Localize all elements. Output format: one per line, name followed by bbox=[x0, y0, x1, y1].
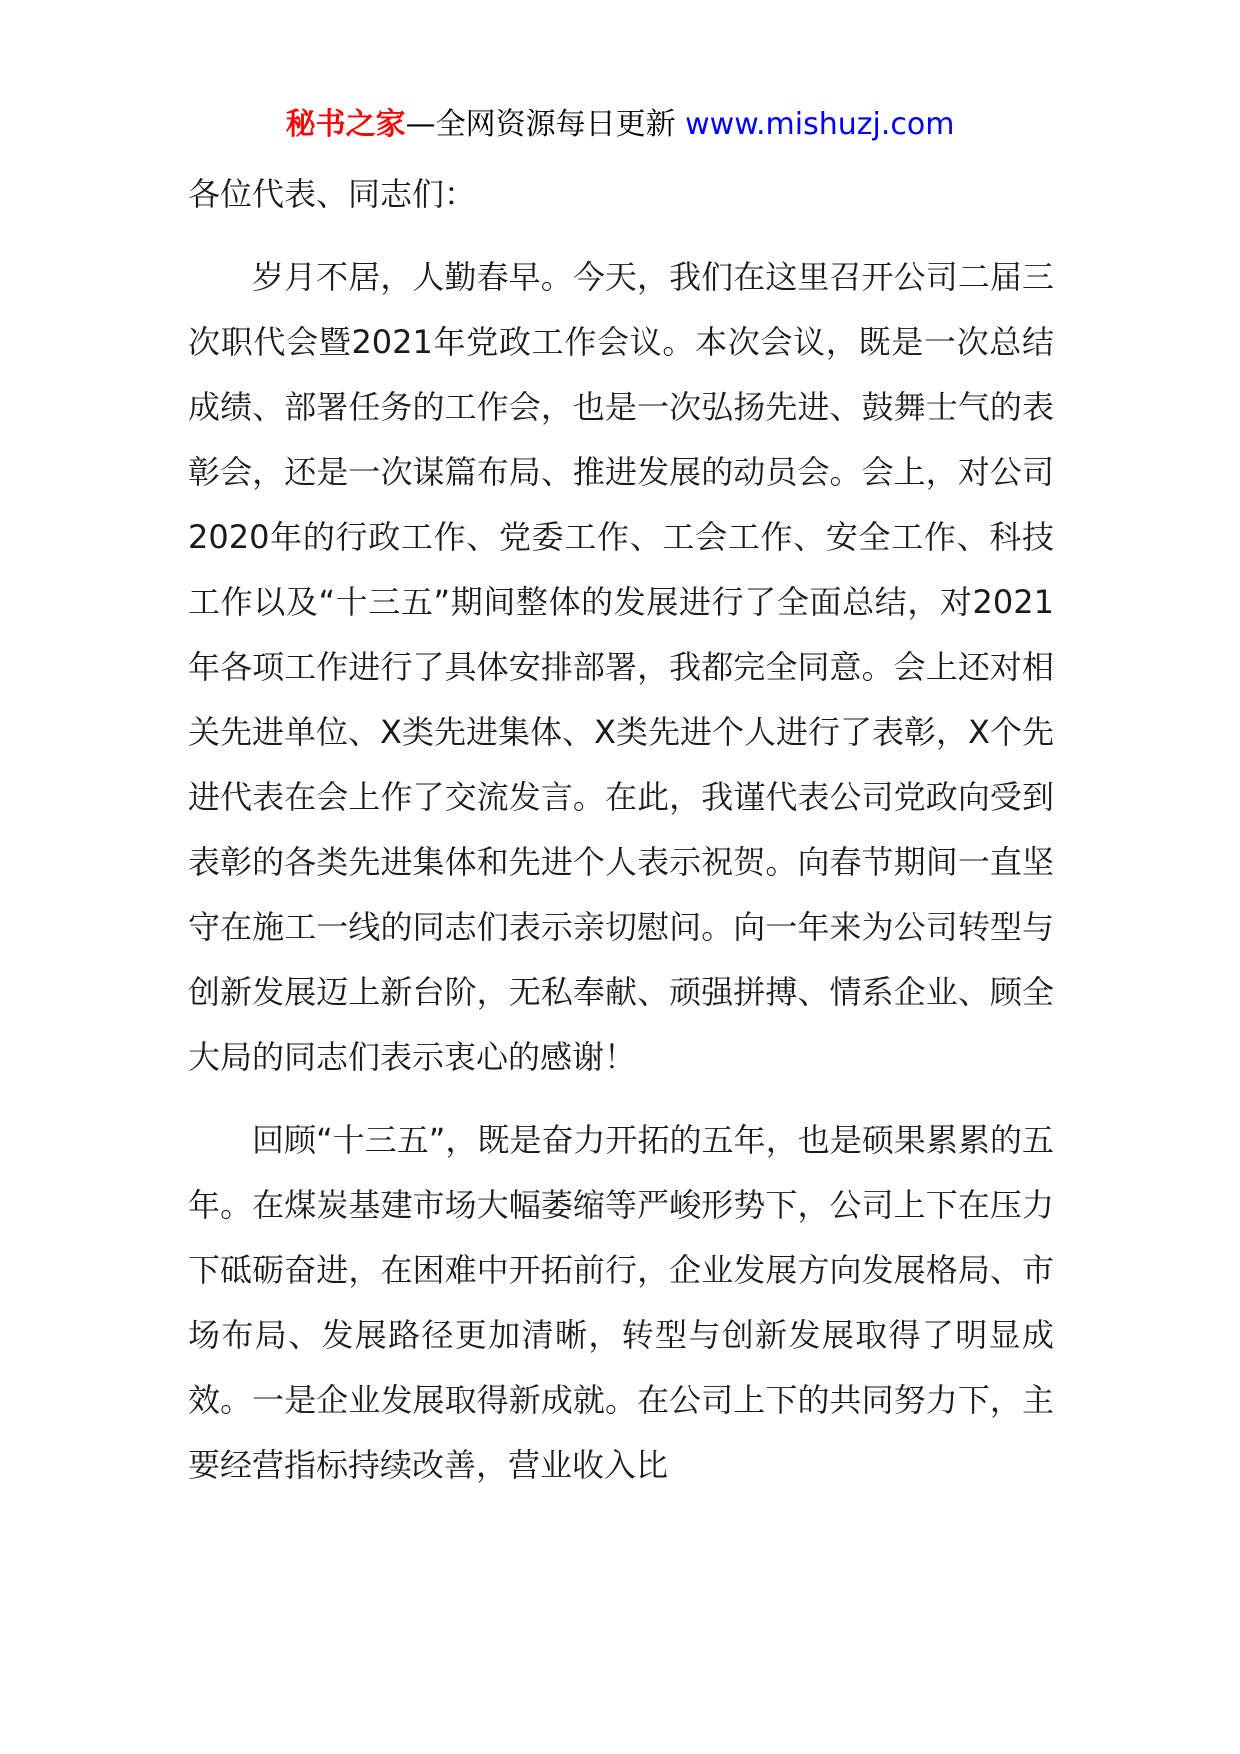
paragraph-1: 岁月不居，人勤春早。今天，我们在这里召开公司二届三次职代会暨2021年党政工作会议。本次会议，既是一次总结成绩、部署任务的工作会，也是一次弘扬先进、鼓舞士气的表彰会，还是一次谋篇布局、推进发展的动员会。会上，对公司2020年的行政工作、党委工作、工会工作、安全工作、科技工作以及“十三五”期间整体的发展进行了全面总结，对2021年各项工作进行了具体安排部署，我都完全同意。会上还对相关先进单位、X类先进集体、X类先进个人进行了表彰，X个先进代表在会上作了交流发言。在此，我谨代表公司党政向受到表彰的各类先进集体和先进个人表示祝贺。向春节期间一直坚守在施工一线的同志们表示亲切慰问。向一年来为公司转型与创新发展迈上新台阶，无私奉献、顽强拼搏、情系企业、顾全大局的同志们表示衷心的感谢！ bbox=[188, 258, 1054, 1076]
brand-name: 秘书之家 bbox=[285, 107, 406, 142]
paragraph-2: 回顾“十三五”，既是奋力开拓的五年，也是硕果累累的五年。在煤炭基建市场大幅萎缩等严峻形势下，公司上下在压力下砥砺奋进，在困难中开拓前行，企业发展方向发展格局、市场布局、发展路径更加清晰，转型与创新发展取得了明显成效。一是企业发展取得新成就。在公司上下的共同努力下，主要经营指标持续改善，营业收入比 bbox=[188, 1121, 1054, 1484]
site-url-link[interactable]: www.mishuzj.com bbox=[685, 107, 955, 142]
greeting-line: 各位代表、同志们： bbox=[188, 175, 477, 213]
header-tagline: —全网资源每日更新 bbox=[405, 107, 686, 142]
document-body bbox=[188, 162, 1054, 1516]
site-header-banner bbox=[0, 102, 1240, 148]
